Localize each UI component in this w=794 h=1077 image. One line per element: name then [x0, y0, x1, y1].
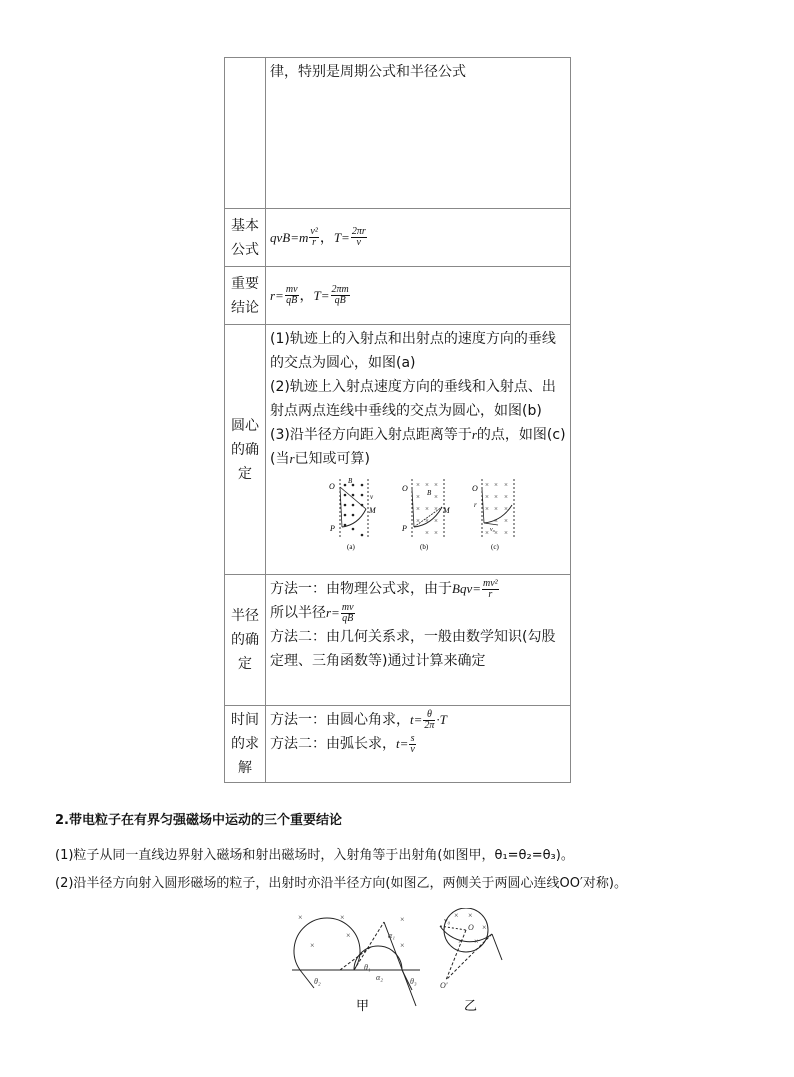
svg-text:v₀: v₀ [490, 527, 495, 533]
fraction: $\frac{mv}{qB}$ [341, 601, 354, 624]
fraction: $\frac{2\pi r}{v}$ [351, 226, 366, 248]
fraction: $\frac{s}{v}$ [410, 732, 415, 755]
svg-text:×: × [485, 505, 489, 513]
svg-text:(c): (c) [491, 543, 499, 551]
table-row [225, 267, 571, 325]
row-label: 重要结论 [225, 267, 266, 325]
row-label: 时间的求解 [225, 706, 266, 783]
svg-text:×: × [494, 517, 498, 525]
svg-text:×: × [504, 529, 508, 537]
svg-text:×: × [494, 493, 498, 501]
svg-text:×: × [485, 529, 489, 537]
figure-label-jia: 甲 [356, 998, 370, 1013]
svg-text:×: × [340, 913, 345, 922]
svg-text:O: O [472, 484, 478, 493]
row-content: 方法一：由物理公式求，由于Bqv= $\frac{\text{mv²}}{r}$ 所以半径r= $\frac{mv}{qB}$ 方法二：由几何关系求，一般由数学知识(勾股定理、三角函数等)通过计算来确定 [266, 575, 571, 706]
paragraph-2: (2)沿半径方向射入圆形磁场的粒子，出射时亦沿半径方向(如图乙，两侧关于两圆心连线OO′对称)。 [55, 876, 627, 891]
svg-text:O′: O′ [440, 981, 448, 990]
center-figure-svg [270, 477, 540, 555]
svg-text:B: B [348, 477, 353, 485]
svg-text:θ₃: θ₃ [410, 977, 417, 986]
svg-text:α₂: α₂ [376, 973, 383, 982]
svg-text:×: × [474, 937, 479, 946]
svg-text:×: × [482, 923, 487, 932]
svg-text:×: × [454, 911, 459, 920]
svg-text:×: × [425, 529, 429, 537]
fraction: $\frac{2\pi m}{qB}$ [331, 284, 349, 306]
svg-text:×: × [434, 529, 438, 537]
summary-table [224, 57, 571, 783]
svg-text:×: × [425, 517, 429, 525]
svg-text:×: × [416, 517, 420, 525]
boundary-figures [288, 908, 528, 1018]
row-label: 半径的确定 [225, 575, 266, 706]
svg-text:O: O [402, 484, 408, 493]
figure-c [472, 479, 514, 551]
section-heading: 2.带电粒子在有界匀强磁场中运动的三个重要结论 [55, 813, 342, 828]
svg-text:×: × [434, 493, 438, 501]
svg-text:v: v [370, 493, 374, 501]
svg-text:×: × [434, 481, 438, 489]
svg-text:×: × [458, 937, 463, 946]
table-row [225, 209, 571, 267]
row-label: 基本公式 [225, 209, 266, 267]
svg-text:(a): (a) [347, 543, 355, 551]
svg-text:r: r [474, 501, 477, 509]
center-figures [270, 477, 566, 563]
svg-text:×: × [494, 505, 498, 513]
svg-text:M: M [443, 506, 450, 515]
svg-text:×: × [494, 529, 498, 537]
svg-text:×: × [468, 911, 473, 920]
figure-jia [292, 918, 420, 1006]
svg-text:B: B [427, 489, 432, 497]
paragraph-1: (1)粒子从同一直线边界射入磁场和射出磁场时，入射角等于出射角(如图甲，θ₁=θ₂=θ₃)。 [55, 848, 574, 863]
svg-text:×: × [504, 481, 508, 489]
svg-text:θ₂: θ₂ [314, 977, 321, 986]
row-content: 律，特别是周期公式和半径公式 [266, 58, 571, 209]
svg-text:×: × [485, 493, 489, 501]
row-content: r= $\frac{mv}{qB}$ ，T= $\frac{2\pi m}{qB}$ [266, 267, 571, 325]
svg-text:×: × [346, 931, 351, 940]
svg-text:O: O [329, 482, 335, 491]
svg-text:×: × [298, 913, 303, 922]
svg-text:×: × [434, 505, 438, 513]
fraction: $\frac{\text{mv²}}{r}$ [482, 577, 498, 600]
svg-text:×: × [504, 493, 508, 501]
row-content: (1)轨迹上的入射点和出射点的速度方向的垂线的交点为圆心，如图(a) (2)轨迹上入射点速度方向的垂线和入射点、出射点两点连线中垂线的交点为圆心，如图(b) (3)沿半径方向距入射点距离等于r的点，如图(c)(当r已知或可算) O B P M v (a) × × × × × × × × × × × × × O B P M (b) × × × × × × × × × × × × × × O r v₀ (c) [266, 325, 571, 575]
svg-text:×: × [504, 505, 508, 513]
svg-text:×: × [425, 505, 429, 513]
svg-text:×: × [416, 505, 420, 513]
svg-text:×: × [310, 941, 315, 950]
svg-text:×: × [434, 517, 438, 525]
svg-text:α₁: α₁ [388, 931, 395, 940]
svg-text:×: × [485, 481, 489, 489]
fraction: $\frac{\text{v²}}{r}$ [310, 226, 318, 248]
svg-text:(b): (b) [420, 543, 429, 551]
row-label [225, 58, 266, 209]
table-row [225, 575, 571, 706]
svg-text:θ₁: θ₁ [364, 963, 371, 972]
row-content: 方法一：由圆心角求，t= $\frac{\theta}{2\pi}$ ·T 方法二：由弧长求，t= $\frac{s}{v}$ [266, 706, 571, 783]
svg-text:×: × [400, 941, 405, 950]
svg-text:×: × [425, 481, 429, 489]
figure-label-yi: 乙 [464, 998, 478, 1013]
row-content: qvB=m $\frac{\text{v²}}{r}$ ，T= $\frac{2\pi r}{v}$ [266, 209, 571, 267]
figure-a [329, 477, 377, 551]
svg-text:P: P [402, 524, 407, 533]
fraction: $\frac{mv}{qB}$ [285, 284, 298, 306]
svg-text:×: × [400, 915, 405, 924]
svg-text:v₀: v₀ [444, 916, 451, 925]
svg-text:×: × [504, 517, 508, 525]
svg-text:×: × [416, 481, 420, 489]
table-row [225, 706, 571, 783]
svg-text:P: P [330, 524, 335, 533]
fraction: $\frac{\theta}{2\pi}$ [424, 708, 435, 731]
svg-text:×: × [416, 493, 420, 501]
svg-text:M: M [369, 506, 376, 515]
figure-b [401, 479, 451, 551]
svg-text:×: × [494, 481, 498, 489]
table-row [225, 58, 571, 209]
table-row [225, 325, 571, 575]
row-label: 圆心的确定 [225, 325, 266, 575]
svg-text:O: O [468, 923, 474, 932]
